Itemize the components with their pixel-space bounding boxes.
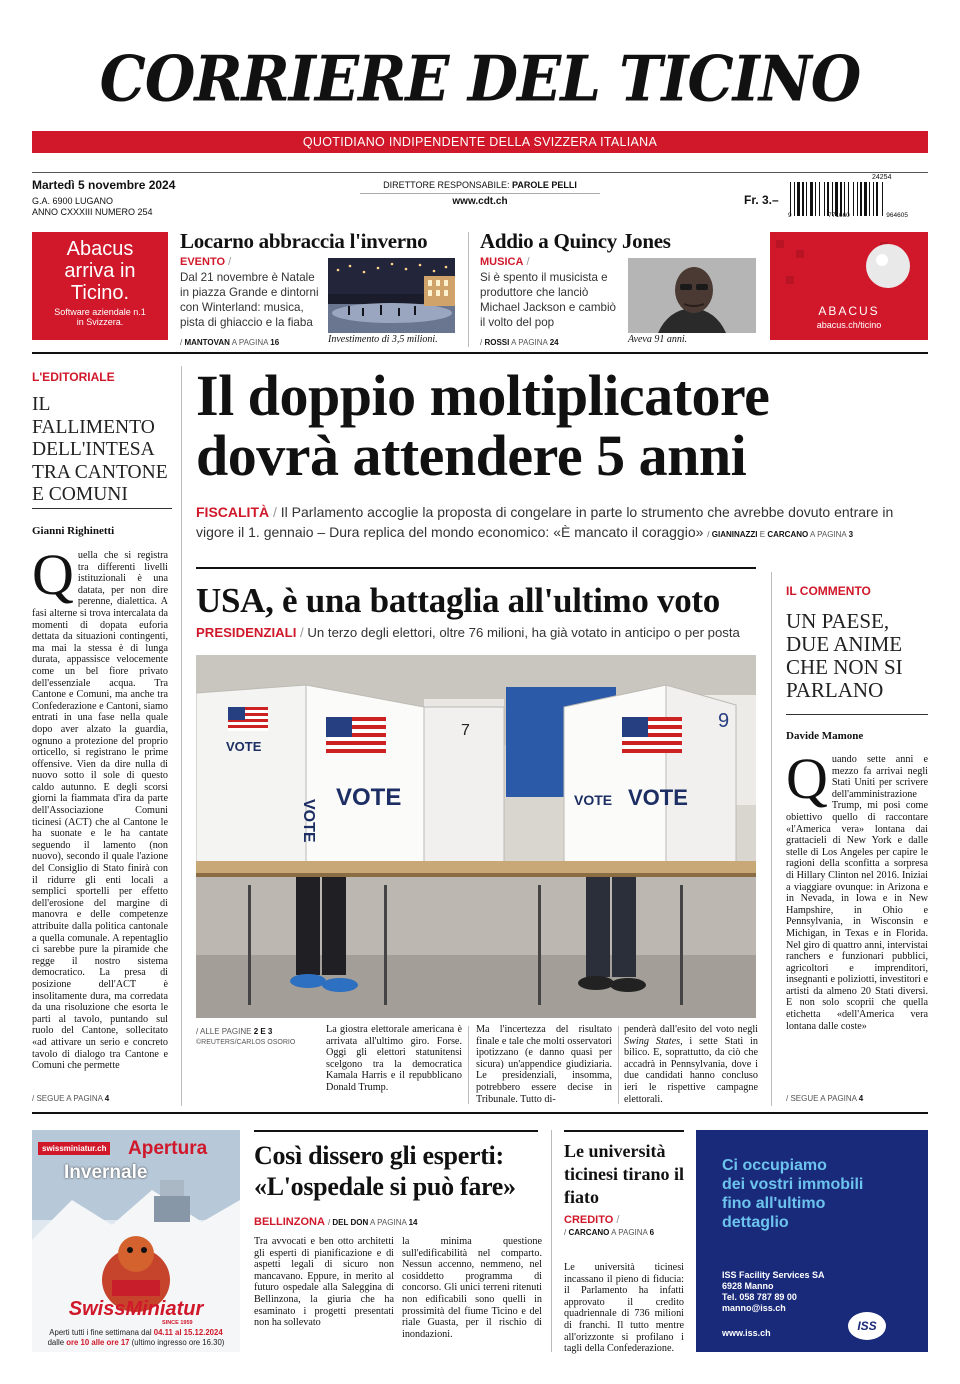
director: DIRETTORE RESPONSABILE: PAROLE PELLI xyxy=(383,180,577,190)
website-link[interactable]: www.cdt.ch xyxy=(452,196,508,207)
ad-swissminiatur[interactable] xyxy=(32,1130,240,1352)
usa-photo-credit: ©REUTERS/CARLOS OSORIO xyxy=(196,1039,296,1046)
usa-photo xyxy=(196,655,756,1018)
lead-kicker: FISCALITÀ xyxy=(196,504,270,520)
editoriale-body: Quella che si registra tra differenti livelli istituzionali è una datata, per non dire perenne, dialettica. A fasi alterne si trova intercalata da momenti di dopata euforia dettata da situazioni contingenti, ma mai la stessa è di lunga durata, appassisce velocemente come un bel fiore privato dell'essenziale acqua. Tra Cantone e Comuni, ma anche tra Confederazione e Cantoni, siamo entrati in una fase nella quale dopo aver alzato la guardia, ognuno a protezione del proprio orticello, si registrano le prime offensive. Vien da dire nulla di nuovo sotto il sole di questo caldo autunno. E degli scorsi giorni la fiammata d'ira da parte dell'Associazione Comuni ticinesi (ACT) che al Cantone le ha suonate e le ha cantate seguendo il lamento (non nuovo), secondo il quale l'azione del Consiglio di Stato finirà con il ridurre gli enti locali a semplici sportelli per effetto dell'erosione del margine di manovra e delle competenze attribuite dalla politica cantonale a quella comunale. A repentaglio ci sarebbe pure la piramide che regge il nostro sistema democratico. La presa di posizione dell'ACT è insolitamente dura, ma corredata da una risoluzione che esorta le parti al tavolo, puntando sul ruolo del Cantone, sollecitato «ad attivare un serio e concreto tavolo di dialogo tra Cantone e Comuni che permette xyxy=(32,550,168,1072)
commento-ref[interactable]: / SEGUE A PAGINA 4 xyxy=(786,1094,864,1103)
editoriale-label: L'EDITORIALE xyxy=(32,370,115,384)
iss-web: www.iss.ch xyxy=(722,1328,771,1338)
teaser-quincy-kicker: MUSICA / xyxy=(480,256,530,268)
issue-date: Martedì 5 novembre 2024 xyxy=(32,178,176,192)
iss-line-2: dei vostri immobili xyxy=(722,1176,864,1193)
teaser-quincy-ref[interactable]: / ROSSI A PAGINA 24 xyxy=(480,338,559,347)
teaser-locarno-photo xyxy=(328,258,455,333)
barcode: 24254 9 771660 964605 xyxy=(788,174,908,219)
booth-vote-3: VOTE xyxy=(300,799,317,843)
universita-body: Le università ticinesi incassano il pieno di fiducia: il Parlamento ha infatti approvato il credito quadriennale di 736 milioni di franchi. Il tutto mentre all'orizzonte si profilano i tagli della Confederazione. xyxy=(564,1262,684,1355)
abacus-brand: ABACUS xyxy=(818,304,880,318)
teaser-locarno-ref[interactable]: / MANTOVAN A PAGINA 16 xyxy=(180,338,280,347)
issue-ga: G.A. 6900 LUGANO xyxy=(32,196,114,206)
usa-col1: La giostra elettorale americana è arrivata all'ultimo giro. Forse. Oggi gli elettori statunitensi scelgono tra la democratica Kamala Harris e il repubblicano Donald Trump. xyxy=(326,1024,462,1093)
ospedale-headline[interactable]: Così dissero gli esperti: «L'ospedale si può fare» xyxy=(254,1141,516,1201)
universita-headline[interactable]: Le università ticinesi tirano il fiato xyxy=(564,1141,684,1207)
lead-headline[interactable]: Il doppio moltiplicatore dovrà attendere 5 anni xyxy=(196,363,770,488)
swissminiatur-since: SINCE 1959 xyxy=(162,1320,193,1326)
issue-number: ANNO CXXXIII NUMERO 254 xyxy=(32,207,153,217)
iss-line-3: fino all'ultimo xyxy=(722,1195,826,1212)
teaser-quincy-caption: Aveva 91 anni. xyxy=(628,334,688,345)
swissminiatur-title-1: Apertura xyxy=(128,1138,208,1159)
director-name: PAROLE PELLI xyxy=(512,180,577,190)
booth-vote-1: VOTE xyxy=(226,739,262,754)
teaser-locarno-text: Dal 21 novembre è Natale in piazza Grande e dintorni con Winterland: musica, pista di ghiaccio e la fiaba xyxy=(180,271,319,329)
editoriale-title[interactable]: IL FALLIMENTO DELL'INTESA TRA CANTONE E COMUNI xyxy=(32,394,168,505)
commento-label: IL COMMENTO xyxy=(786,584,871,598)
swissminiatur-dates: Aperti tutti i fine settimana dal 04.11 al 15.12.2024 dalle ore 10 alle ore 17 (ultimo ingresso ore 16.30) xyxy=(47,1328,225,1347)
swissminiatur-title-2: Invernale xyxy=(64,1162,148,1183)
commento-author: Davide Mamone xyxy=(786,730,864,742)
iss-line-1: Ci occupiamo xyxy=(722,1157,827,1174)
editoriale-author: Gianni Righinetti xyxy=(32,525,115,537)
teaser-locarno-kicker: EVENTO / xyxy=(180,256,232,268)
usa-deck: PRESIDENZIALI / Un terzo degli elettori, oltre 76 milioni, ha già votato in anticipo o per posta xyxy=(196,625,740,640)
ad-iss[interactable] xyxy=(696,1130,928,1352)
usa-col2: Ma l'incertezza del risultato finale e tale che molti osservatori ipotizzano (e danno quasi per sicura) un'appendice giudiziaria. Le presidenziali, insomma, potrebbero essere decise in Tribunale. Tutto di- xyxy=(476,1024,612,1105)
teaser-quincy-headline[interactable]: Addio a Quincy Jones xyxy=(480,229,671,253)
iss-line-4: dettaglio xyxy=(722,1214,789,1231)
ad-abacus-right[interactable] xyxy=(770,232,928,340)
swissminiatur-logo: SwissMiniatur xyxy=(68,1298,204,1320)
commento-body: Quando sette anni e mezzo fa arrivai negli Stati Uniti per scrivere dell'amministrazione Trump, mi posi come obiettivo quello di raccontare «l'America vera» lontana dai grattacieli di New York e dalle stelle di Los Angeles per capire le ragioni della sconfitta a sorpresa di Hillary Clinton nel 2016. Iniziai a viaggiare ovunque: in Arizona e in Nevada, in Iowa e in New Hampshire, in Ohio e Pennsylvania, in Wisconsin e Michigan, in Texas e in Florida. Nel giro di quattro anni, intervistai ranchers e funzionari pubblici, agricoltori e imprenditori, insegnanti e poliziotti, investitori e artisti da almeno 20 Stati diversi. E non solo scoprii che quella etichetta «dell'America vera lontana dalle coste» xyxy=(786,754,928,1032)
iss-logo-icon: ISS xyxy=(848,1312,886,1340)
ospedale-kicker-line: BELLINZONA / DEL DON A PAGINA 14 xyxy=(254,1216,418,1228)
ospedale-col1: Tra avvocati e ben otto architetti gli esperti di pianificazione e di aspetti legali di sicuro non mancavano. Eppure, in merito al futuro ospedale alla Saleggina di Bellinzona, la giuria che ha esaminato i progetti presentati non ha sollevato xyxy=(254,1236,394,1329)
booth-number-9: 9 xyxy=(718,710,730,732)
universita-ref[interactable]: / CARCANO A PAGINA 6 xyxy=(564,1228,655,1237)
abacus-url: abacus.ch/ticino xyxy=(816,320,882,330)
booth-number-7: 7 xyxy=(461,722,470,739)
iss-company: ISS Facility Services SA xyxy=(722,1270,825,1280)
teaser-quincy-photo xyxy=(628,258,756,333)
lead-deck: FISCALITÀ / Il Parlamento accoglie la proposta di congelare in parte lo strumento che avrebbe dovuto entrare in vigore il 1. gennaio – Dura replica del mondo economico: «È mancato il coraggio» / GIANINAZZI E CARCANO A PAGINA 3 xyxy=(196,504,894,540)
price: Fr. 3.– xyxy=(744,193,779,207)
booth-vote-5: VOTE xyxy=(574,792,613,808)
iss-address: 6928 Manno xyxy=(722,1281,774,1291)
usa-photo-ref[interactable]: / ALLE PAGINE 2 E 3 xyxy=(196,1027,273,1036)
masthead-tagline: QUOTIDIANO INDIPENDENTE DELLA SVIZZERA ITALIANA xyxy=(32,131,928,153)
ad-abacus-left[interactable]: Abacus arriva in Ticino. Software aziendale n.1 in Svizzera. xyxy=(32,232,168,340)
iss-phone: Tel. 058 787 89 00 xyxy=(722,1292,797,1302)
commento-title[interactable]: UN PAESE, DUE ANIME CHE NON SI PARLANO xyxy=(786,609,903,702)
teaser-quincy-text: Si è spento il musicista e produttore che lanciò Michael Jackson e cambiò il volto del pop xyxy=(480,271,616,329)
editoriale-ref[interactable]: / SEGUE A PAGINA 4 xyxy=(32,1094,110,1103)
booth-vote-4: VOTE xyxy=(628,785,688,810)
ospedale-kicker: BELLINZONA xyxy=(254,1216,325,1228)
iss-email: manno@iss.ch xyxy=(722,1303,786,1313)
teaser-locarno-headline[interactable]: Locarno abbraccia l'inverno xyxy=(180,229,428,253)
universita-kicker: CREDITO / xyxy=(564,1214,620,1226)
usa-kicker: PRESIDENZIALI xyxy=(196,625,297,640)
usa-col3: penderà dall'esito del voto negli Swing States, i sette Stati in bilico. E, soprattutto, da ciò che accadrà in Pennsylvania, dove i due candidati hanno concluso ieri le rispettive campagne elettorali. xyxy=(624,1024,758,1105)
booth-vote-2: VOTE xyxy=(336,784,402,811)
ospedale-col2: la minima questione sull'edificabilità nel comparto. Nessun accenno, nemmeno, nel cosiddetto programma di concorso. Gli unici terreni ritenuti non edificabili sono quelli in prossimità del fiume Ticino e del riale Guasta, per il rischio di inondazioni. xyxy=(402,1236,542,1340)
teaser-locarno-caption: Investimento di 3,5 milioni. xyxy=(328,334,438,345)
usa-headline[interactable]: USA, è una battaglia all'ultimo voto xyxy=(196,581,720,620)
swissminiatur-url: swissminiatur.ch xyxy=(38,1142,110,1155)
masthead-title: CORRIERE DEL TICINO xyxy=(99,42,861,116)
